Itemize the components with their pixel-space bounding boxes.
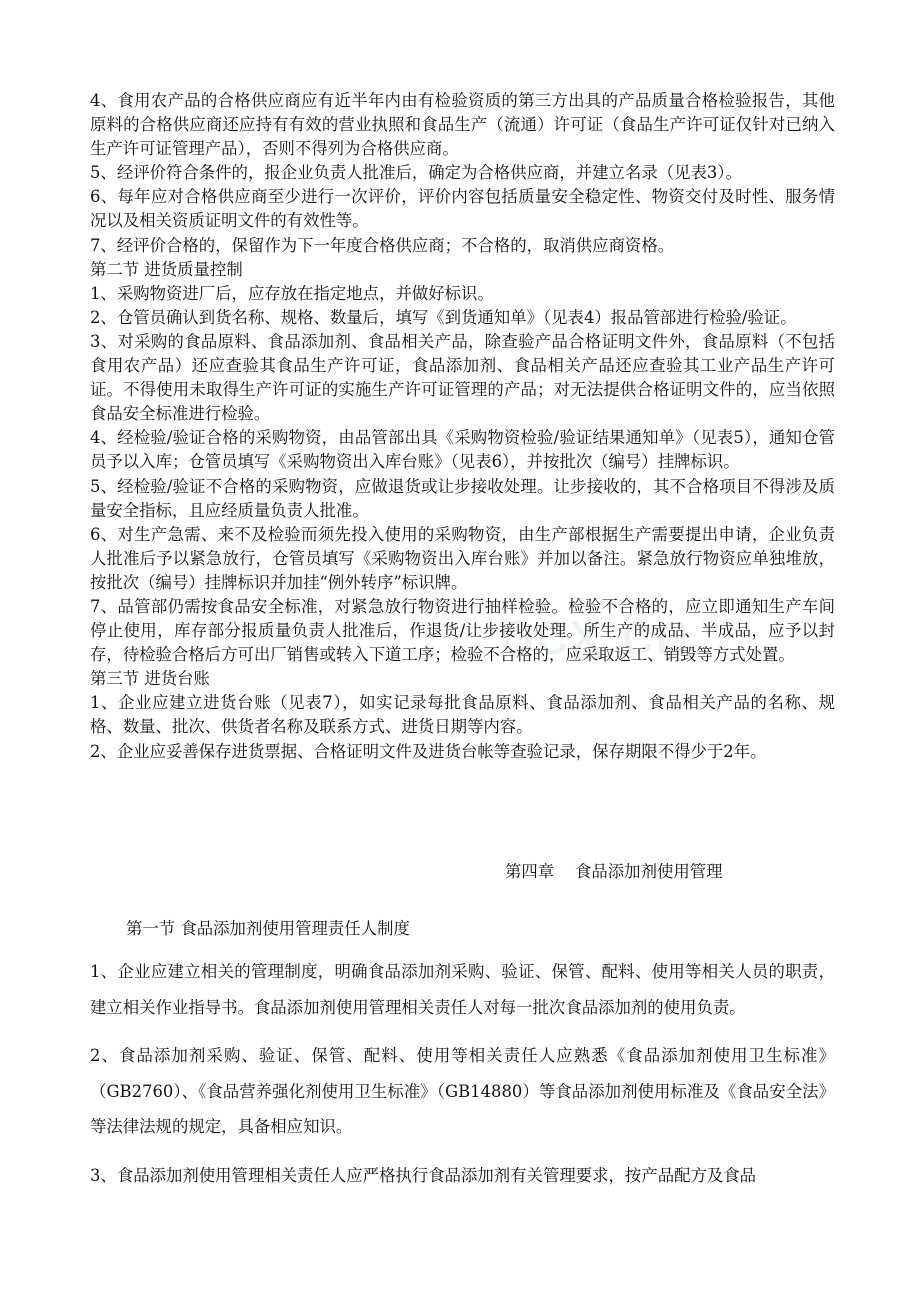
paragraph-sampling-inspection: 7、品管部仍需按食品安全标准，对紧急放行物资进行抽样检验。检验不合格的，应立即通知生产车间停止使用，库存部分报质量负责人批准后，作退货/让步接收处理。所生产的成品、半成品，应予以封存，待检验合格后方可出厂销售或转入下道工序；检验不合格的，应采取返工、销毁等方式处置。 [90,596,835,665]
paragraph-strict-execution: 3、食品添加剂使用管理相关责任人应严格执行食品添加剂有关管理要求，按产品配方及食品 [90,1165,757,1185]
paragraph-ledger-record: 1、企业应建立进货台账（见表7），如实记录每批食品原料、食品添加剂、食品相关产品的名称、规格、数量、批次、供货者名称及联系方式、进货日期等内容。 [90,693,835,737]
section-heading-incoming-quality: 第二节 进货质量控制 [90,259,243,279]
text-block-chapter3 [90,89,835,764]
paragraph-inspection-pass: 4、经检验/验证合格的采购物资，由品管部出具《采购物资检验/验证结果通知单》（见表5），通知仓管员予以入库；仓管员填写《采购物资出入库台账》（见表6），并按批次（编号）挂牌标识。 [90,428,835,472]
paragraph-arrival-notice: 2、仓管员确认到货名称、规格、数量后，填写《到货通知单》（见表4）报品管部进行检验/验证。 [90,307,797,327]
watermark: ocx.cn [500,599,692,668]
text-block-chapter4 [90,954,835,1206]
paragraph-license-check: 3、对采购的食品原料、食品添加剂、食品相关产品，除查验产品合格证明文件外，食品原料（不包括食用农产品）还应查验其食品生产许可证，食品添加剂、食品相关产品还应查验其工业产品生产许可证。不得使用未取得生产许可证的实施生产许可证管理的产品；对无法提供合格证明文件的，应当依照食品安全标准进行检验。 [90,331,835,424]
section-heading-purchase-ledger: 第三节 进货台账 [90,669,210,689]
paragraph-management-system: 1、企业应建立相关的管理制度，明确食品添加剂采购、验证、保管、配料、使用等相关人员的职责，建立相关作业指导书。食品添加剂使用管理相关责任人对每一批次食品添加剂的使用负责。 [90,962,835,1017]
paragraph-inspection-fail: 5、经检验/验证不合格的采购物资，应做退货或让步接收处理。让步接收的，其不合格项目不得涉及质量安全指标，且应经质量负责人批准。 [90,476,835,520]
paragraph-emergency-release: 6、对生产急需、来不及检验而须先投入使用的采购物资，由生产部根据生产需要提出申请，企业负责人批准后予以紧急放行，仓管员填写《采购物资出入库台账》并加以备注。紧急放行物资应单独堆放，按批次（编号）挂牌标识并加挂“例外转序”标识牌。 [90,524,835,592]
paragraph-supplier-qualification: 4、食用农产品的合格供应商应有近半年内由有检验资质的第三方出具的产品质量合格检验报告，其他原料的合格供应商还应持有有效的营业执照和食品生产（流通）许可证（食品生产许可证仅针对已纳入生产许可证管理产品），否则不得列为合格供应商。 [90,91,835,159]
paragraph-standards-knowledge: 2、食品添加剂采购、验证、保管、配料、使用等相关责任人应熟悉《食品添加剂使用卫生标准》（GB2760）、《食品营养强化剂使用卫生标准》（GB14880）等食品添加剂使用标准及《食品安全法》等法律法规的规定，具备相应知识。 [90,1046,835,1136]
paragraph-incoming-storage: 1、采购物资进厂后，应存放在指定地点，并做好标识。 [90,283,494,303]
paragraph-supplier-annual-review: 6、每年应对合格供应商至少进行一次评价，评价内容包括质量安全稳定性、物资交付及时性、服务情况以及相关资质证明文件的有效性等。 [90,187,835,231]
section-title: 第一节 食品添加剂使用管理责任人制度 [126,919,410,938]
chapter-title: 第四章 食品添加剂使用管理 [505,862,723,881]
paragraph-supplier-result: 7、经评价合格的，保留作为下一年度合格供应商；不合格的，取消供应商资格。 [90,235,675,255]
paragraph-ledger-retention: 2、企业应妥善保存进货票据、合格证明文件及进货台帐等查验记录，保存期限不得少于2年。 [90,741,767,761]
paragraph-supplier-approval: 5、经评价符合条件的，报企业负责人批准后，确定为合格供应商，并建立名录（见表3）。 [90,163,742,183]
